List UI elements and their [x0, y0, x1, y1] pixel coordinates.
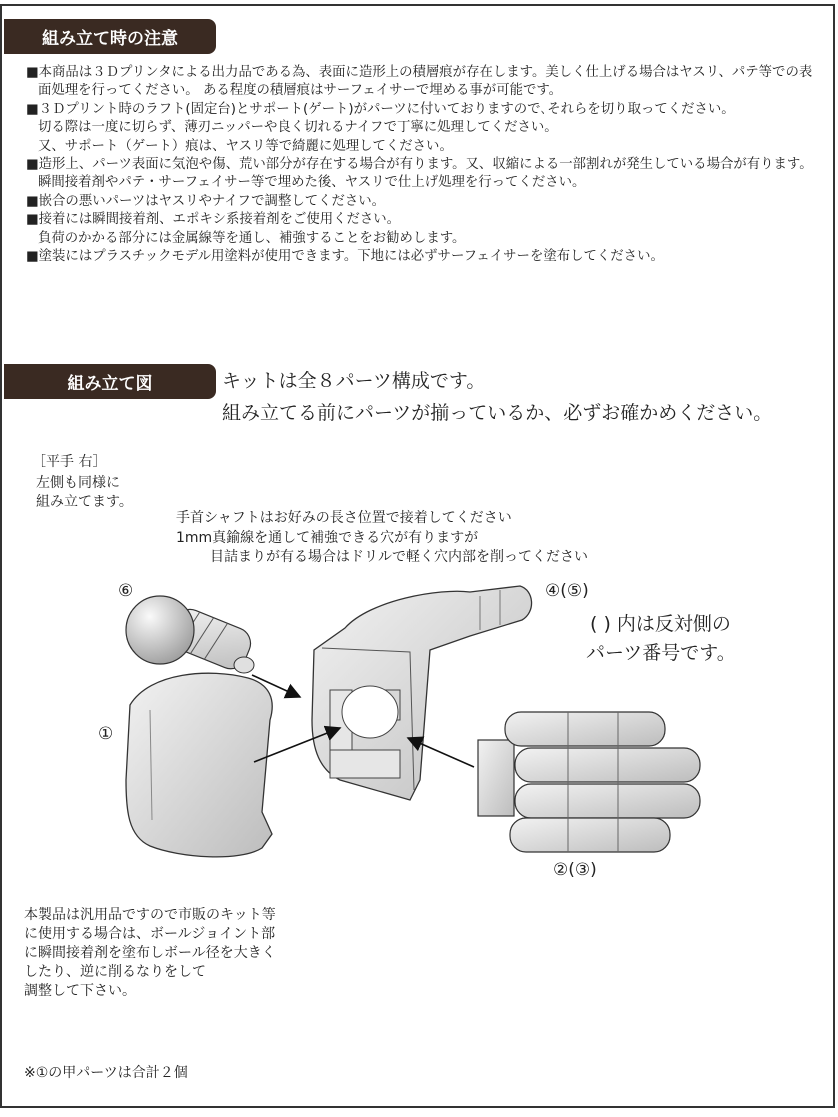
- check-parts-text: 組み立てる前にパーツが揃っているか、必ずお確かめください。: [222, 402, 773, 424]
- variant-note-line: 左側も同様に: [36, 475, 120, 491]
- generic-use-line: 本製品は汎用品ですので市販のキット等: [24, 907, 276, 923]
- note-item: ■本商品は３Ｄプリンタによる出力品である為、表面に造形上の積層痕が存在します。美しく仕上げる場合はヤスリ、パテ等での表面処理を行ってください。 ある程度の積層痕はサーフェイサーで埋める事が可能です。: [26, 65, 813, 99]
- generic-use-line: に使用する場合は、ボールジョイント部: [24, 926, 276, 942]
- part-4-5-label: ④(⑤): [545, 581, 589, 601]
- parts-count-text: キットは全８パーツ構成です。: [222, 370, 486, 392]
- paren-note-line: ( ) 内は反対側の: [590, 613, 731, 635]
- precautions-heading-text: 組み立て時の注意: [42, 29, 178, 49]
- generic-use-line: したり、逆に削るなりをして: [24, 964, 206, 980]
- part-1-back-of-hand: [126, 673, 272, 857]
- variant-label: ［平手 右］: [32, 454, 107, 470]
- part-2-3-label: ②(③): [553, 860, 597, 880]
- generic-use-line: に瞬間接着剤を塗布しボール径を大きく: [24, 945, 276, 961]
- brass-wire-note: 1mm真鍮線を通して補強できる穴が有りますが: [176, 530, 479, 546]
- wrist-shaft-note: 手首シャフトはお好みの長さ位置で接着してください: [176, 510, 512, 526]
- note-item: ■接着には瞬間接着剤、エポキシ系接着剤をご使用ください。: [26, 212, 401, 228]
- note-subline: 切る際は一度に切らず、薄刃ニッパーや良く切れるナイフで丁寧に処理してください。: [38, 120, 558, 136]
- drill-note: 目詰まりが有る場合はドリルで軽く穴内部を削ってください: [210, 549, 588, 565]
- note-item: ■３Ｄプリント時のラフト(固定台)とサポート(ゲート)がパーツに付いておりますので､それらを切り取ってください。: [26, 101, 735, 117]
- note-subline: 又、サポート（ゲート）痕は、ヤスリ等で綺麗に処理してください。: [38, 138, 453, 154]
- part-6-ball-joint: [126, 596, 255, 674]
- variant-note-line: 組み立てます。: [36, 494, 133, 510]
- note-item: ■嵌合の悪いパーツはヤスリやナイフで調整してください。: [26, 193, 386, 209]
- part-count-note: ※①の甲パーツは合計２個: [24, 1065, 188, 1081]
- generic-use-line: 調整して下さい。: [24, 983, 136, 999]
- note-item: ■塗装にはプラスチックモデル用塗料が使用できます。下地には必ずサーフェイサーを塗布してください。: [26, 249, 664, 265]
- part-1-label: ①: [98, 724, 114, 744]
- assembly-heading-text: 組み立て図: [67, 374, 153, 394]
- part-2-fingers: [478, 712, 700, 852]
- note-subline: 負荷のかかる部分には金属線等を通し、補強することをお勧めします。: [38, 230, 466, 246]
- part-6-label: ⑥: [118, 581, 134, 601]
- note-item: ■造形上、パーツ表面に気泡や傷、荒い部分が存在する場合が有ります。又、収縮による一部割れが発生している場合が有ります。瞬間接着剤やパテ・サーフェイサー等で埋めた後、ヤスリで仕上げ処理を行ってください。: [26, 157, 813, 191]
- paren-note-line: パーツ番号です。: [586, 642, 736, 664]
